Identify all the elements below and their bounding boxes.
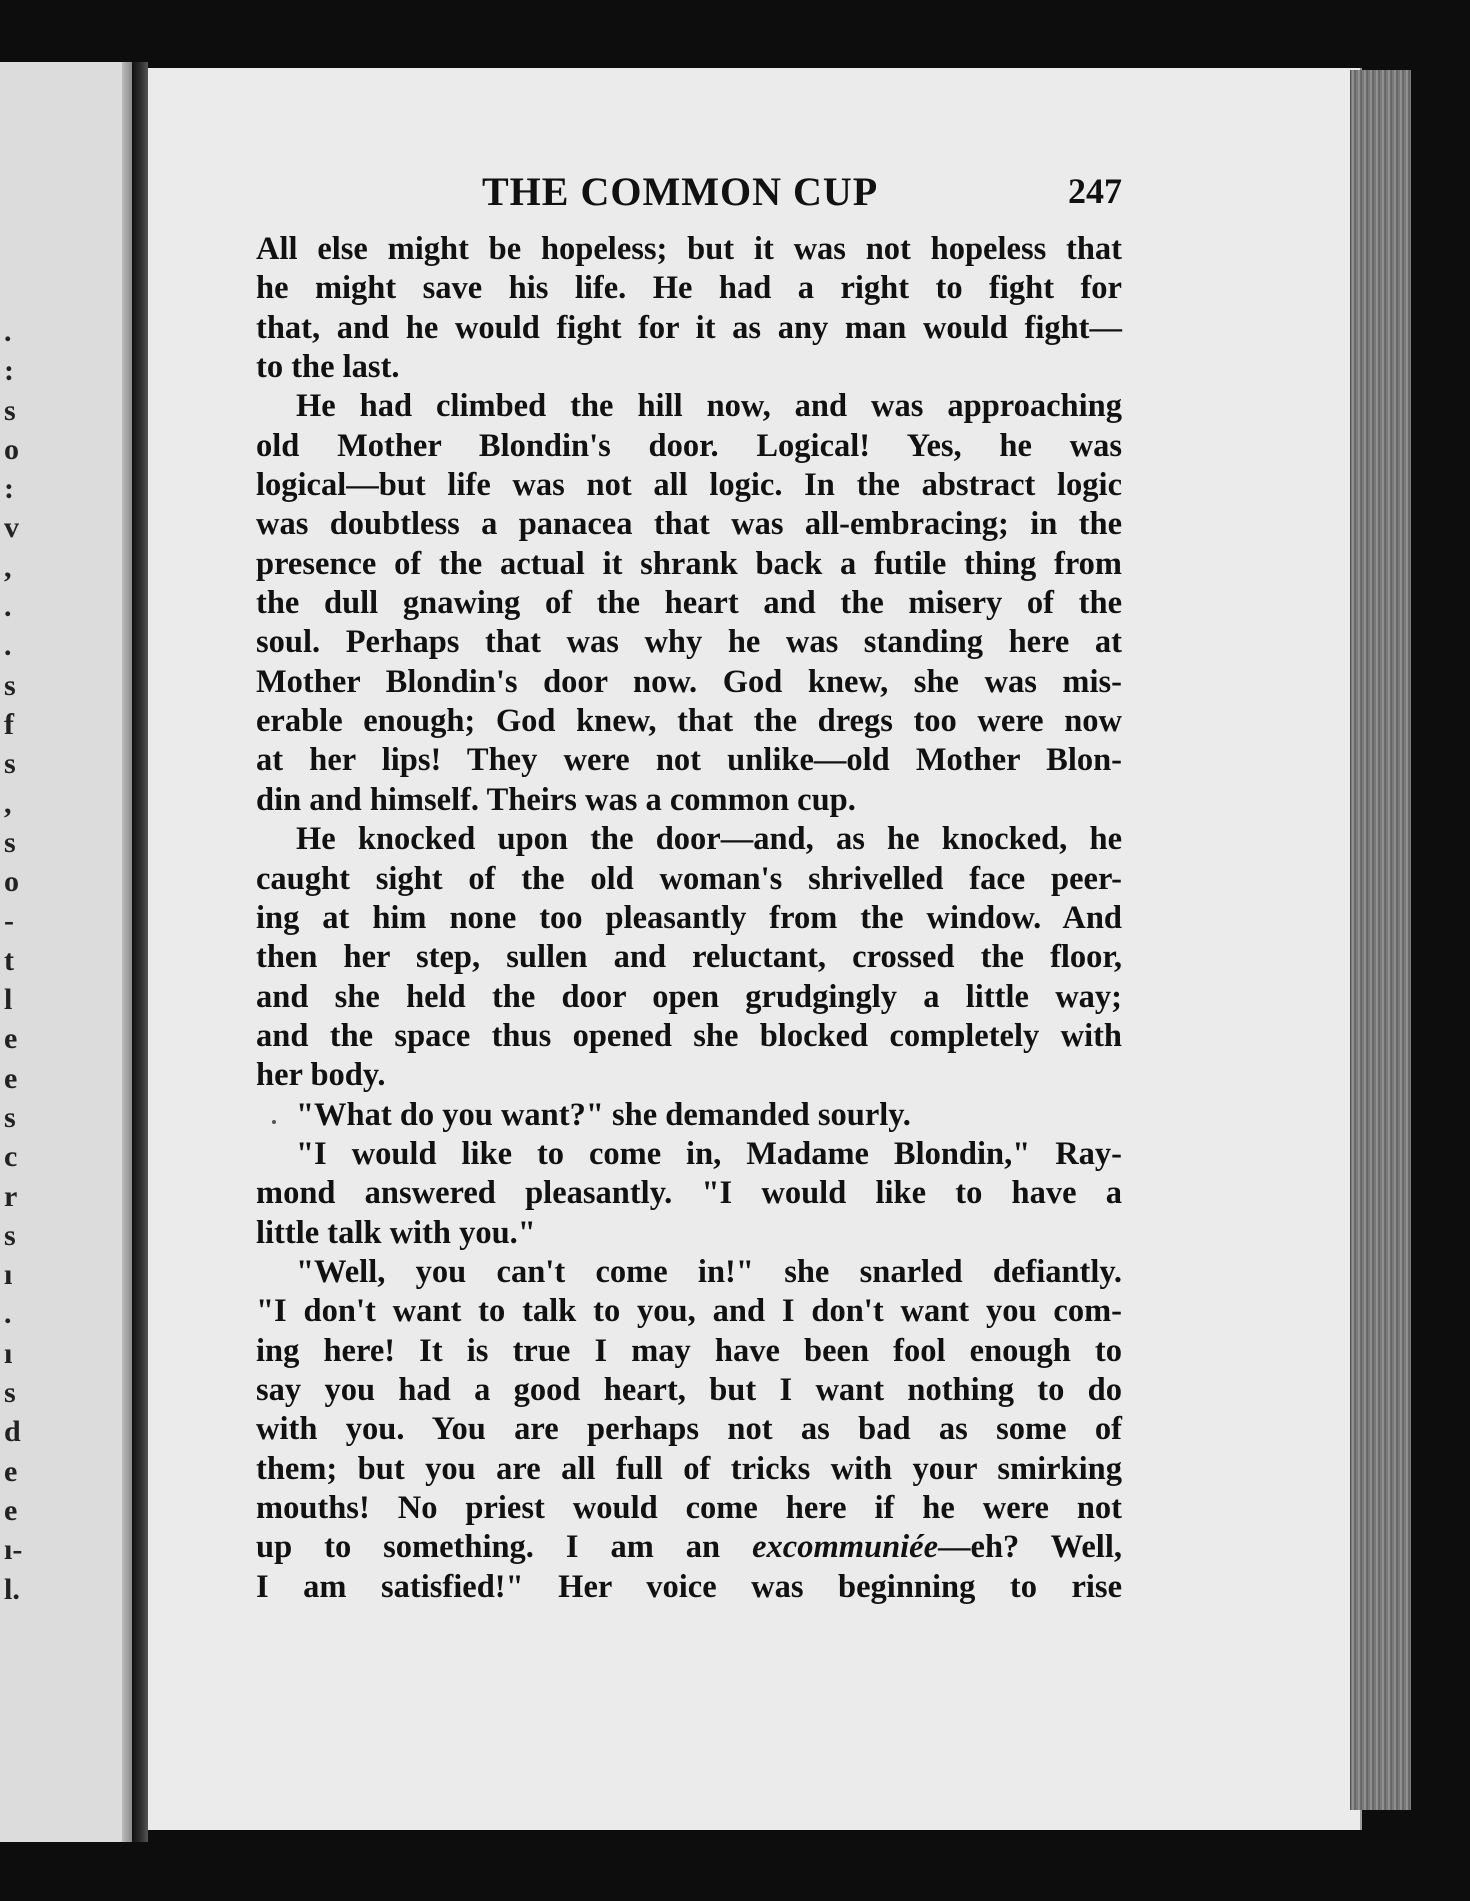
- previous-page-fragment: s: [4, 668, 16, 702]
- text-line: mouths! No priest would come here if he were not: [256, 1490, 1122, 1526]
- text-segment: —eh? Well,: [938, 1529, 1122, 1566]
- text-line: "I would like to come in, Madame Blondin," Ray-: [296, 1135, 1122, 1172]
- text-line: All else might be hopeless; but it was not hopeless that: [256, 231, 1122, 267]
- text-line: her body.: [256, 1057, 386, 1094]
- previous-page-fragment: ı: [4, 1258, 13, 1292]
- previous-page-fragment: e: [4, 1022, 18, 1056]
- previous-page-fragment: c: [4, 1140, 18, 1174]
- previous-page-fragment: r: [4, 1179, 18, 1213]
- previous-page-fragment: o: [4, 865, 19, 899]
- previous-page-fragment: ı: [4, 1336, 13, 1370]
- text-line: "I don't want to talk to you, and I don't want you com-: [256, 1293, 1122, 1330]
- text-line: ing here! It is true I may have been fool enough to: [256, 1332, 1122, 1369]
- text-line: soul. Perhaps that was why he was standing here at: [256, 624, 1122, 661]
- text-segment: up to something. I am an: [256, 1529, 753, 1566]
- text-line: was doubtless a panacea that was all-embracing; in the: [256, 506, 1122, 543]
- text-line: logical—but life was not all logic. In the abstract logic: [256, 467, 1122, 504]
- italic-word: excommuniée: [752, 1529, 939, 1566]
- previous-page-fragment: d: [4, 1415, 21, 1449]
- previous-page-fragment: f: [4, 707, 14, 741]
- previous-page-fragment: s: [4, 1100, 16, 1134]
- text-line: then her step, sullen and reluctant, crossed the floor,: [256, 939, 1122, 976]
- text-line: little talk with you.": [256, 1214, 536, 1251]
- previous-page-fragment: t: [4, 943, 14, 977]
- previous-page-fragment: o: [4, 432, 19, 466]
- text-line: at her lips! They were not unlike—old Mother Blon-: [256, 742, 1122, 779]
- text-line: "Well, you can't come in!" she snarled defiantly.: [296, 1253, 1122, 1290]
- text-line: say you had a good heart, but I want nothing to do: [256, 1371, 1122, 1408]
- text-line: to the last.: [256, 349, 400, 386]
- page-block-edge: [1350, 70, 1411, 1810]
- text-line: with you. You are perhaps not as bad as some of: [256, 1411, 1122, 1448]
- text-line: that, and he would fight for it as any man would fight—: [256, 309, 1122, 346]
- text-line: [256, 1528, 1122, 1567]
- previous-page-fragment: :: [4, 354, 14, 388]
- text-line: presence of the actual it shrank back a futile thing from: [256, 545, 1122, 582]
- text-line: mond answered pleasantly. "I would like to have a: [256, 1175, 1122, 1212]
- text-line: I am satisfied!" Her voice was beginning to rise: [256, 1568, 1122, 1605]
- text-line: and she held the door open grudgingly a little way;: [256, 978, 1122, 1015]
- previous-page-fragment: s: [4, 747, 16, 781]
- text-line: caught sight of the old woman's shrivelled face peer-: [256, 860, 1122, 897]
- text-line: "What do you want?" she demanded sourly.: [296, 1096, 911, 1133]
- previous-page-fragment: ,: [4, 786, 12, 820]
- page-number: 247: [1068, 171, 1122, 211]
- text-line: ing at him none too pleasantly from the window. And: [256, 899, 1122, 936]
- text-line: them; but you are all full of tricks with your smirking: [256, 1450, 1122, 1487]
- previous-page-fragment: e: [4, 1061, 18, 1095]
- previous-page-fragment: e: [4, 1454, 18, 1488]
- previous-page-fragment: e: [4, 1493, 18, 1527]
- text-line: erable enough; God knew, that the dregs too were now: [256, 703, 1122, 740]
- previous-page-fragment: .: [4, 315, 12, 348]
- text-line: He knocked upon the door—and, as he knocked, he: [296, 821, 1122, 858]
- margin-speck: [272, 1120, 276, 1124]
- previous-page-fragment: :: [4, 472, 14, 506]
- text-line: and the space thus opened she blocked completely with: [256, 1017, 1122, 1054]
- text-line: the dull gnawing of the heart and the misery of the: [256, 585, 1122, 622]
- previous-page-fragment: ,: [4, 550, 12, 584]
- page-body: [256, 230, 1122, 1607]
- text-line: din and himself. Theirs was a common cup.: [256, 781, 856, 818]
- gutter-shadow: [122, 62, 132, 1842]
- previous-page-fragment: l: [4, 983, 13, 1017]
- previous-page-fragment: s: [4, 393, 16, 427]
- previous-page-fragment: -: [4, 904, 14, 938]
- text-line: Mother Blondin's door now. God knew, she was mis-: [256, 663, 1122, 700]
- previous-page-fragment: .: [4, 590, 12, 624]
- previous-page-fragment: .: [4, 629, 12, 663]
- text-line: old Mother Blondin's door. Logical! Yes, he was: [256, 427, 1122, 464]
- text-line: He had climbed the hill now, and was approaching: [296, 388, 1122, 425]
- previous-page-fragment: s: [4, 1376, 16, 1410]
- previous-page-fragment: l.: [4, 1572, 20, 1606]
- text-line: he might save his life. He had a right to fight for: [256, 270, 1122, 307]
- previous-page-fragment: .: [4, 1297, 12, 1331]
- book-spine: [132, 62, 148, 1842]
- previous-page-fragment: s: [4, 1218, 16, 1252]
- previous-page-text-fragments: [4, 312, 24, 1609]
- previous-page-edge: [0, 62, 135, 1842]
- previous-page-fragment: s: [4, 825, 16, 859]
- previous-page-fragment: ı-: [4, 1533, 23, 1567]
- running-head: THE COMMON CUP: [482, 169, 879, 214]
- page-header: [256, 168, 1122, 212]
- previous-page-fragment: v: [4, 511, 19, 545]
